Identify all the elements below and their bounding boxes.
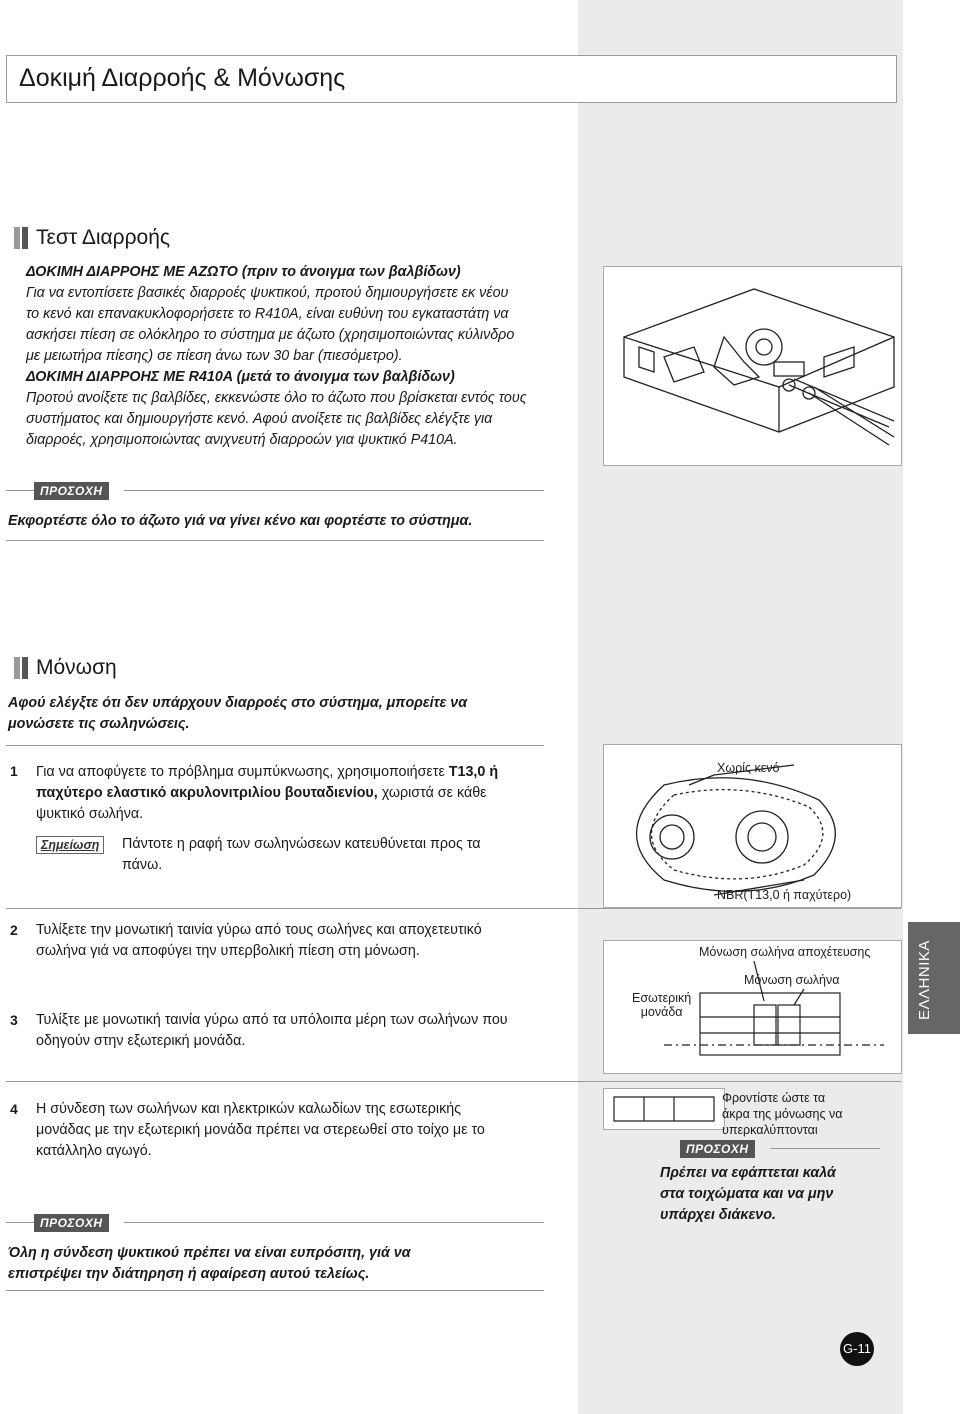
step-number: 1 bbox=[10, 763, 18, 779]
pipe-wrap-icon bbox=[604, 941, 901, 1073]
side-caution-text: Πρέπει να εφάπτεται καλά στα τοιχώματα και να μην υπάρχει διάκενο. bbox=[660, 1165, 836, 1223]
tape-overlap-icon bbox=[604, 1089, 724, 1129]
divider bbox=[6, 1081, 901, 1082]
r410a-test-title: ΔΟΚΙΜΗ ΔΙΑΡΡΟΗΣ ΜΕ R410A (μετά το άνοιγμα των βαλβίδων) bbox=[26, 369, 455, 385]
step-number: 2 bbox=[10, 922, 18, 938]
leak-section-heading: Τεστ Διαρροής bbox=[14, 226, 170, 250]
caution-line-right bbox=[124, 1222, 544, 1223]
divider bbox=[6, 908, 901, 909]
note-badge: Σημείωση bbox=[36, 836, 104, 854]
outdoor-unit-figure bbox=[603, 266, 902, 466]
page-title-box bbox=[6, 55, 897, 103]
caution-line-bottom bbox=[6, 540, 544, 541]
pipe-cross-section-icon bbox=[604, 745, 901, 907]
step3-text: Τυλίξτε με μονωτική ταινία γύρω από τα υπόλοιπα μέρη των σωλήνων που οδηγούν στην εξωτερική μονάδα. bbox=[36, 1012, 508, 1049]
pipe-wrap-figure: Μόνωση σωλήνα αποχέτευσης Μόνωση σωλήνα Εσωτερική μονάδα bbox=[603, 940, 902, 1074]
caution-text-access: Όλη η σύνδεση ψυκτικού πρέπει να είναι ευπρόσιτη, γιά να επιστρέψει την διάτηρηση ή αφαίρεση αυτού τελείως. bbox=[8, 1245, 411, 1282]
caution-line-bottom bbox=[6, 1290, 544, 1291]
edge-overlap-figure bbox=[603, 1088, 725, 1130]
page-title: Δοκιμή Διαρροής & Μόνωσης bbox=[19, 64, 346, 92]
caution-line-left bbox=[6, 490, 34, 491]
step-number: 3 bbox=[10, 1012, 18, 1028]
section-bar-icon bbox=[14, 657, 28, 679]
nitrogen-test-block: ΔΟΚΙΜΗ ΔΙΑΡΡΟΗΣ ΜΕ ΑΖΩΤΟ (πριν το άνοιγμα των βαλβίδων) Για να εντοπίσετε βασικές διαρροές ψυκτικού, προτού δημιουργήσετε εκ νέου το κενό και επανακυκλοφορήσετε το R410A, είναι ευθύνη του εγκαταστάτη να ασκήσει πίεση σε ολόκληρο το σύστημα με άζωτο (χρησιμοποιώντας κύλινδρο με μειωτήρα πίεσης) σε πίεση άνω των 30 bar (πιεσόμετρο). ΔΟΚΙΜΗ ΔΙΑΡΡΟΗΣ ΜΕ R410A (μετά το άνοιγμα των βαλβίδων) Προτού ανοίξετε τις βαλβίδες, εκκενώστε όλο το άζωτο που βρίσκεται εντός τους συστήματος και δημιουργήστε κενό. Αφού ανοίξετε τις βαλβίδες ελέγξτε για διαρροές, χρησιμοποιώντας ανιχνευτή διαρροών για ψυκτικό Ρ410Α. bbox=[26, 262, 566, 451]
insulation-section-heading: Μόνωση bbox=[14, 656, 117, 680]
caution-line-right bbox=[124, 490, 544, 491]
caution-text-nitrogen: Εκφορτέστε όλο το άζωτο γιά να γίνει κένο και φορτέστε το σύστημα. bbox=[8, 513, 473, 529]
side-caution-badge: ΠΡΟΣΟΧΗ bbox=[680, 1140, 755, 1158]
step-number: 4 bbox=[10, 1101, 18, 1117]
step1-text: Για να αποφύγετε το πρόβλημα συμπύκνωσης, χρησιμοποιήσετε T13,0 ή παχύτερο ελαστικό ακρυλονιτριλίου βουταδιενίου, χωριστά σε κάθε ψυκτικό σωλήνα. bbox=[36, 764, 499, 822]
step2-text: Τυλίξετε την μονωτική ταινία γύρω από τους σωλήνες και αποχετευτικό σωλήνα γιά να αποφύγει την υπερβολική πίεση στη μόνωση. bbox=[36, 922, 482, 959]
nitrogen-test-title: ΔΟΚΙΜΗ ΔΙΑΡΡΟΗΣ ΜΕ ΑΖΩΤΟ (πριν το άνοιγμα των βαλβίδων) bbox=[26, 264, 461, 280]
edge-overlap-label: Φροντίστε ώστε τα άκρα της μόνωσης να υπερκαλύπτονται bbox=[722, 1091, 843, 1137]
page-number: G-11 bbox=[840, 1332, 874, 1366]
step1-note: Πάντοτε η ραφή των σωληνώσεων κατευθύνεται προς τα πάνω. bbox=[122, 836, 481, 873]
outdoor-unit-valves-icon bbox=[604, 267, 901, 465]
caution-badge: ΠΡΟΣΟΧΗ bbox=[34, 1214, 109, 1232]
divider bbox=[6, 745, 544, 746]
caution-line-left bbox=[6, 1222, 34, 1223]
language-tab: ΕΛΛΗΝΙΚΑ bbox=[908, 922, 960, 1034]
step4-text: Η σύνδεση των σωλήνων και ηλεκτρικών καλωδίων της εσωτερικής μονάδας με την εξωτερική μονάδα πρέπει να στερεωθεί στο τοίχο με το κατάλληλο αγωγό. bbox=[36, 1101, 485, 1159]
section-bar-icon bbox=[14, 227, 28, 249]
cross-section-figure: Χωρίς κενό NBR(T13,0 ή παχύτερο) bbox=[603, 744, 902, 908]
caution-badge: ΠΡΟΣΟΧΗ bbox=[34, 482, 109, 500]
caution-line bbox=[770, 1148, 880, 1149]
insulation-intro: Αφού ελέγξτε ότι δεν υπάρχουν διαρροές στο σύστημα, μπορείτε να μονώσετε τις σωληνώσεις. bbox=[8, 695, 468, 732]
